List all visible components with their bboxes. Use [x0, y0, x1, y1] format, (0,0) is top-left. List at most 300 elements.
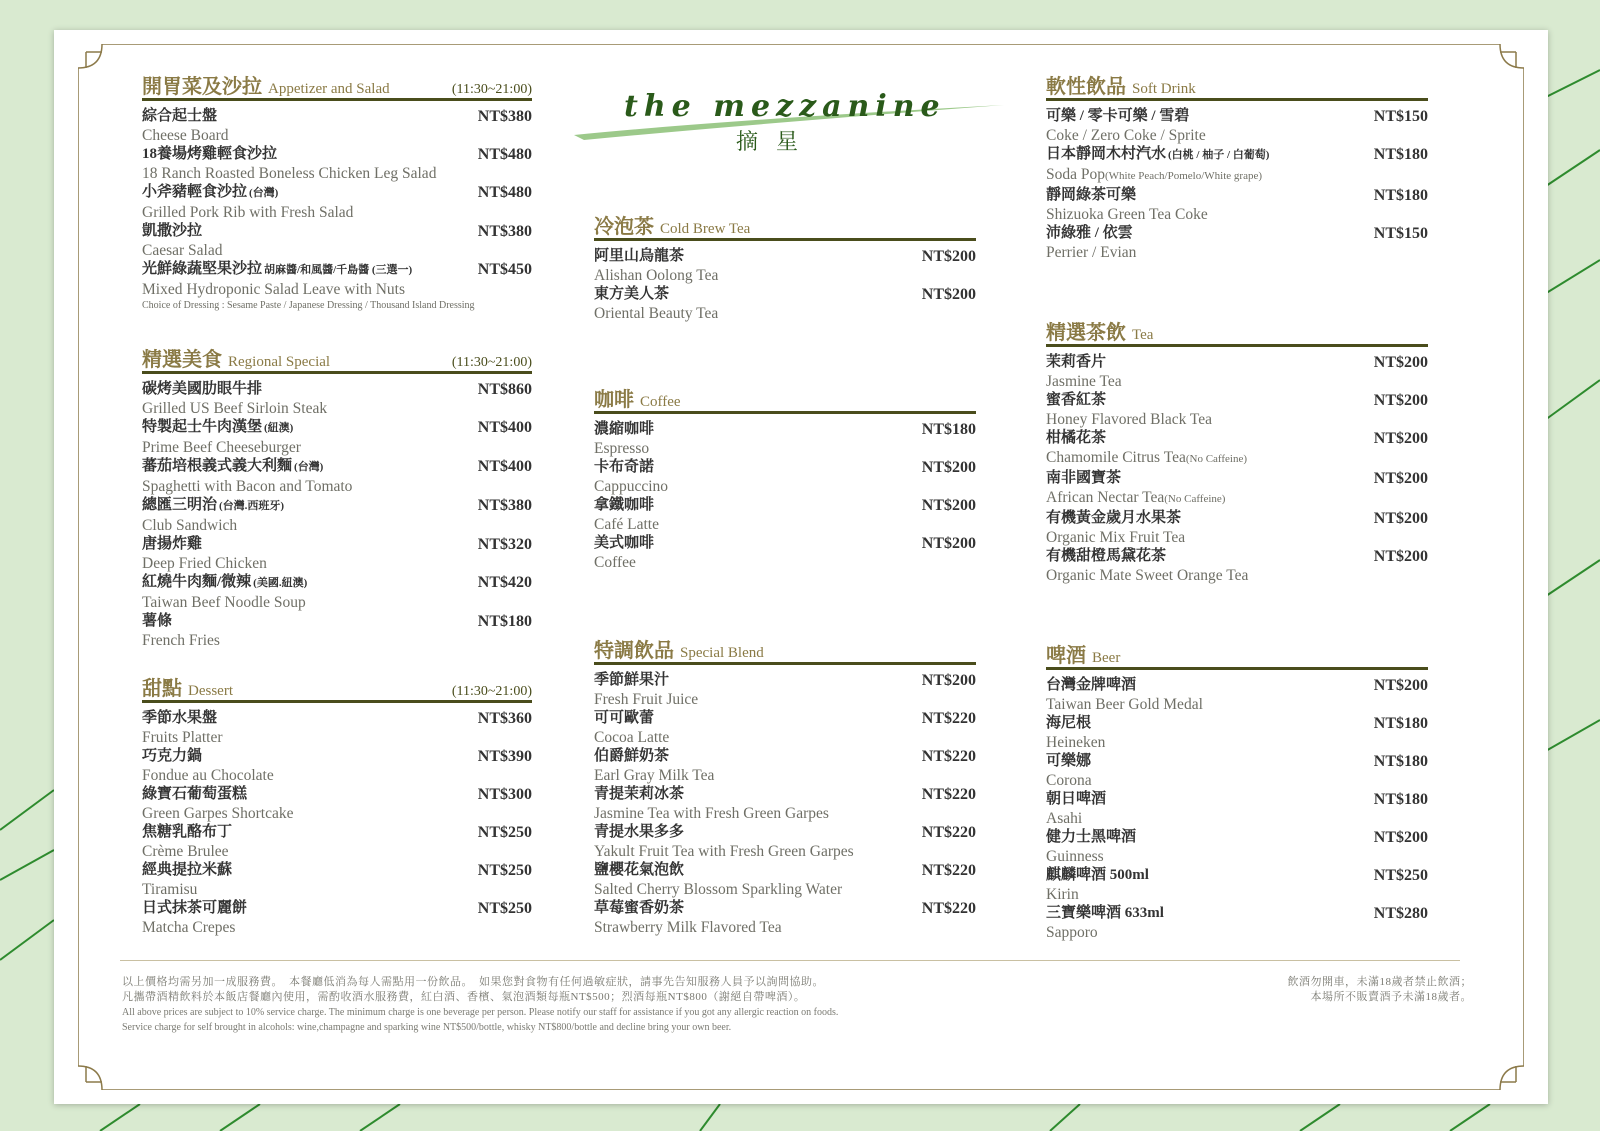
menu-item-name-zh [142, 145, 436, 164]
menu-item-name-en-text: Corona [1046, 772, 1092, 789]
menu-item-name-en-text: Fresh Fruit Juice [594, 691, 699, 708]
menu-item-name-zh-text: 麒麟啤酒 500ml [1046, 867, 1149, 883]
menu-item-name-en-text: Sapporo [1046, 924, 1098, 941]
section-title-en: Coffee [640, 394, 681, 410]
menu-item-names [594, 496, 659, 534]
menu-item-name-en [142, 241, 222, 260]
menu-item-name-en [1046, 126, 1206, 145]
menu-item-name-zh [142, 222, 222, 241]
menu-item-name-en [594, 766, 714, 785]
menu-item-names [142, 823, 232, 861]
menu-item-name-en [142, 631, 220, 650]
menu-item-price: NT$320 [477, 536, 532, 553]
menu-item-name-en-text: Heineken [1046, 734, 1106, 751]
menu-item-names [142, 418, 301, 457]
menu-item-name-en-text: Club Sandwich [142, 517, 238, 534]
footer-note-zh-1: 以上價格均需另加一成服務費。 本餐廳低消為每人需點用一份飲品。 如果您對食物有任何過敏症狀，請事先告知服務人員予以詢問協助。 [122, 976, 824, 988]
menu-item-names [1046, 391, 1212, 429]
menu-item-names [594, 747, 714, 785]
menu-item-names [1046, 828, 1136, 866]
menu-item [594, 899, 976, 937]
menu-item-names [1046, 145, 1269, 186]
menu-item-price: NT$200 [921, 248, 976, 265]
menu-item-name-zh [1046, 904, 1164, 923]
section-hours: (11:30~21:00) [451, 355, 532, 370]
menu-item [594, 496, 976, 534]
menu-item-name-en-text: Crème Brulee [142, 843, 229, 860]
menu-item-name-en [594, 842, 854, 861]
middle-column [594, 210, 976, 937]
menu-item-name-zh [142, 496, 284, 516]
menu-item-origin-note: (紐澳) [264, 422, 294, 434]
menu-item-name-zh [142, 457, 352, 477]
menu-item-name-zh-text: 日本靜岡木村汽水 [1046, 146, 1167, 162]
menu-item-name-zh-text: 特製起士牛肉漢堡 [142, 419, 263, 435]
menu-item-name-en [594, 728, 669, 747]
menu-item-origin-note: (美國.紐澳) [253, 577, 308, 589]
menu-item-price: NT$400 [477, 419, 532, 436]
menu-item-name-en-text: Spaghetti with Bacon and Tomato [142, 478, 353, 495]
menu-item-price: NT$180 [921, 421, 976, 438]
menu-item-name-en-text: Salted Cherry Blossom Sparkling Water [594, 881, 843, 898]
menu-item-names [142, 145, 436, 183]
menu-item-name-zh-text: 總匯三明治 [142, 497, 218, 513]
menu-item-name-en [142, 438, 301, 457]
menu-item-name-zh-text: 凱撒沙拉 [142, 223, 203, 239]
menu-item-name-en-text: Earl Gray Milk Tea [594, 767, 715, 784]
menu-item-name-en [1046, 885, 1149, 904]
menu-item [1046, 714, 1428, 752]
menu-item-name-en [1046, 448, 1247, 469]
menu-item-name-zh-text: 季節鮮果汁 [594, 672, 670, 688]
menu-item-name-zh-text: 巧克力鍋 [142, 748, 203, 764]
menu-item [1046, 866, 1428, 904]
menu-item-names [142, 573, 307, 612]
menu-item-name-en-text: Deep Fried Chicken [142, 555, 267, 572]
menu-item-names [594, 899, 782, 937]
menu-item-names [1046, 186, 1208, 224]
menu-item-name-zh [142, 861, 232, 880]
menu-item-price: NT$250 [477, 900, 532, 917]
menu-item-names [142, 785, 294, 823]
section-hours: (11:30~21:00) [451, 82, 532, 97]
brand-logo [564, 85, 1004, 185]
menu-item-name-en [594, 880, 842, 899]
menu-item-name-zh [1046, 107, 1206, 126]
menu-item-names [142, 612, 220, 650]
menu-item-origin-note: 胡麻醬/和風醬/千島醬 (三選一) [264, 264, 413, 276]
menu-item-names [142, 457, 352, 496]
menu-item-name-zh-text: 可樂 / 零卡可樂 / 雪碧 [1046, 108, 1190, 124]
menu-item-name-zh-text: 有機甜橙馬黛花茶 [1046, 548, 1167, 564]
menu-item-name-zh [1046, 866, 1149, 885]
menu-item-name-zh [142, 612, 220, 631]
menu-item-name-en-text: Organic Mate Sweet Orange Tea [1046, 567, 1249, 584]
menu-item-names [142, 747, 274, 785]
menu-item-name-zh-text: 草莓蜜香奶茶 [594, 900, 685, 916]
menu-item-name-en-text: Caesar Salad [142, 242, 223, 259]
menu-item-name-en-text: Coffee [594, 554, 636, 571]
menu-item-names [142, 260, 475, 313]
menu-item-name-zh-text: 鹽櫻花氣泡飲 [594, 862, 685, 878]
menu-item-names [594, 247, 718, 285]
menu-item-name-en [1046, 771, 1092, 790]
menu-item [594, 785, 976, 823]
menu-item-name-en-text: Oriental Beauty Tea [594, 305, 719, 322]
menu-item-price: NT$200 [921, 672, 976, 689]
menu-item-name-en [142, 918, 247, 937]
menu-item-origin-note: (台灣) [249, 187, 279, 199]
menu-item-name-zh [1046, 714, 1105, 733]
menu-item-name-en-text: Cappuccino [594, 478, 669, 495]
menu-item-name-en-text: Kirin [1046, 886, 1079, 903]
menu-item-name-zh-text: 可可歐蕾 [594, 710, 655, 726]
menu-item-name-en-text: Perrier / Evian [1046, 244, 1137, 261]
menu-item-name-zh [594, 709, 669, 728]
menu-item [594, 671, 976, 709]
menu-item-name-en-text: Tiramisu [142, 881, 198, 898]
menu-item-name-en [142, 766, 274, 785]
menu-item-price: NT$300 [477, 786, 532, 803]
menu-item-price: NT$200 [1373, 430, 1428, 447]
menu-item-name-en [594, 690, 698, 709]
menu-item [1046, 547, 1428, 585]
menu-item-name-zh-text: 日式抹茶可麗餅 [142, 900, 248, 916]
menu-item-name-zh [1046, 547, 1248, 566]
menu-item-price: NT$180 [1373, 753, 1428, 770]
menu-item-name-en [142, 280, 475, 299]
menu-item-price: NT$200 [921, 459, 976, 476]
menu-item-name-zh-text: 光鮮綠蔬堅果沙拉 [142, 261, 263, 277]
menu-item-name-zh [142, 183, 353, 203]
menu-item-name-en-text: Coke / Zero Coke / Sprite [1046, 127, 1206, 144]
menu-item-name-en [1046, 372, 1122, 391]
footer-note-zh-2: 凡攜帶酒精飲料於本飯店餐廳內使用，需酌收酒水服務費，紅白酒、香檳、氣泡酒類每瓶NT$500；烈酒每瓶NT$800（謝絕自帶啤酒）。 [122, 991, 806, 1003]
menu-item-name-en-text: African Nectar Tea [1046, 489, 1165, 506]
section-cold-brew [594, 210, 976, 323]
menu-item-name-zh [1046, 186, 1208, 205]
menu-item-price: NT$200 [1373, 510, 1428, 527]
menu-item-names [142, 709, 223, 747]
menu-item-dressing-note: Choice of Dressing : Sesame Paste / Japanese Dressing / Thousand Island Dressing [142, 300, 475, 311]
alcohol-warning [1288, 975, 1473, 1005]
menu-item [1046, 429, 1428, 469]
menu-item [1046, 469, 1428, 509]
menu-item-names [142, 535, 267, 573]
menu-item-name-en [594, 515, 659, 534]
menu-item-name-zh-text: 伯爵鮮奶茶 [594, 748, 670, 764]
menu-item [1046, 676, 1428, 714]
section-title-en: Appetizer and Salad [268, 81, 390, 97]
menu-item-name-en-text: Café Latte [594, 516, 659, 533]
menu-item-names [594, 823, 854, 861]
menu-item-name-zh-text: 美式咖啡 [594, 535, 655, 551]
menu-item-name-en-text: Taiwan Beer Gold Medal [1046, 696, 1203, 713]
menu-item-names [1046, 714, 1105, 752]
menu-item-names [142, 222, 222, 260]
menu-item-names [594, 861, 842, 899]
menu-item-name-en [142, 842, 232, 861]
menu-item-name-en [594, 804, 829, 823]
menu-item-name-zh [142, 823, 232, 842]
menu-item [1046, 828, 1428, 866]
menu-item-names [1046, 469, 1225, 509]
section-hours: (11:30~21:00) [451, 684, 532, 699]
menu-item-name-en-text: Asahi [1046, 810, 1083, 827]
menu-item-name-zh [1046, 752, 1092, 771]
menu-item-names [142, 899, 247, 937]
menu-item-name-en [142, 126, 229, 145]
footer-divider [120, 960, 1460, 961]
menu-item-name-zh [594, 285, 718, 304]
menu-item-names [142, 107, 229, 145]
menu-item-names [142, 183, 353, 222]
menu-item-names [594, 534, 654, 572]
menu-item-name-zh [142, 260, 475, 280]
left-column [142, 70, 532, 937]
menu-item-price: NT$220 [921, 710, 976, 727]
menu-item-name-en-text: 18 Ranch Roasted Boneless Chicken Leg Salad [142, 165, 437, 182]
section-dessert [142, 672, 532, 937]
menu-item-name-zh-text: 南非國寶茶 [1046, 470, 1122, 486]
menu-item [142, 183, 532, 222]
menu-item-name-zh-text: 沛綠雅 / 依雲 [1046, 225, 1133, 241]
menu-item-name-en-text: Grilled Pork Rib with Fresh Salad [142, 204, 354, 221]
menu-item-name-en [594, 553, 654, 572]
menu-item-name-zh [594, 861, 842, 880]
menu-item-names [594, 671, 698, 709]
menu-item-name-zh-text: 拿鐵咖啡 [594, 497, 655, 513]
menu-item-price: NT$200 [1373, 392, 1428, 409]
menu-item-name-zh-text: 有機黃金歲月水果茶 [1046, 510, 1182, 526]
menu-item-names [594, 458, 668, 496]
menu-item-names [142, 861, 232, 899]
menu-item-name-en [142, 477, 352, 496]
menu-item-name-en [142, 399, 327, 418]
menu-item-names [1046, 547, 1248, 585]
section-title-zh: 咖啡 [594, 389, 634, 411]
menu-item-name-zh [1046, 224, 1136, 243]
menu-item-price: NT$280 [1373, 905, 1428, 922]
section-coffee [594, 383, 976, 572]
right-column [1046, 70, 1428, 942]
menu-item-names [1046, 509, 1185, 547]
menu-item-name-en [142, 164, 436, 183]
menu-item-name-en [594, 266, 718, 285]
menu-item [1046, 107, 1428, 145]
menu-item-en-note: (White Peach/Pomelo/White grape) [1105, 170, 1262, 182]
menu-item-name-en [1046, 566, 1248, 585]
menu-item-name-en-text: Grilled US Beef Sirloin Steak [142, 400, 328, 417]
menu-item-name-zh [142, 899, 247, 918]
menu-item-name-en [594, 918, 782, 937]
menu-item-name-zh [594, 671, 698, 690]
menu-item-name-zh [1046, 469, 1225, 488]
menu-item-name-zh-text: 綠寶石葡萄蛋糕 [142, 786, 248, 802]
menu-item-price: NT$220 [921, 748, 976, 765]
section-header [594, 634, 976, 665]
menu-item-name-en-text: Honey Flavored Black Tea [1046, 411, 1213, 428]
menu-item-name-zh [1046, 391, 1212, 410]
menu-item-name-zh-text: 台灣金牌啤酒 [1046, 677, 1137, 693]
menu-item-name-zh [142, 785, 294, 804]
section-title-zh: 開胃菜及沙拉 [142, 76, 262, 98]
menu-item-name-zh [142, 535, 267, 554]
section-title-en: Dessert [188, 683, 233, 699]
menu-item-name-en-text: Chamomile Citrus Tea [1046, 449, 1186, 466]
menu-item [142, 107, 532, 145]
menu-item-name-zh [1046, 145, 1269, 165]
menu-item-name-zh-text: 季節水果盤 [142, 710, 218, 726]
section-appetizer [142, 70, 532, 313]
menu-item-name-zh [1046, 353, 1122, 372]
menu-item-name-zh-text: 青提水果多多 [594, 824, 685, 840]
menu-item-names [142, 496, 284, 535]
menu-item-name-en [1046, 528, 1185, 547]
menu-item-names [1046, 353, 1122, 391]
section-title-en: Beer [1092, 650, 1121, 666]
menu-item-name-zh [594, 496, 659, 515]
menu-item-name-en [1046, 165, 1269, 186]
menu-item-name-zh-text: 健力士黑啤酒 [1046, 829, 1137, 845]
menu-item-price: NT$150 [1373, 225, 1428, 242]
menu-item-names [594, 709, 669, 747]
alcohol-warning-line-2: 本場所不販賣酒予未滿18歲者。 [1310, 991, 1472, 1003]
menu-item-price: NT$200 [921, 286, 976, 303]
section-header [1046, 639, 1428, 670]
menu-item-name-en-text: Fondue au Chocolate [142, 767, 274, 784]
menu-item-name-zh [142, 709, 223, 728]
menu-item-name-zh-text: 經典提拉米蘇 [142, 862, 233, 878]
section-title-zh: 甜點 [142, 678, 182, 700]
menu-item [142, 457, 532, 496]
menu-item-name-en [1046, 205, 1208, 224]
menu-item-name-en [594, 304, 718, 323]
menu-item-names [1046, 107, 1206, 145]
menu-item-price: NT$250 [477, 862, 532, 879]
menu-item-name-zh-text: 阿里山烏龍茶 [594, 248, 685, 264]
menu-item-name-en [1046, 243, 1136, 262]
menu-item-name-en-text: Alishan Oolong Tea [594, 267, 719, 284]
menu-item-name-zh-text: 卡布奇諾 [594, 459, 655, 475]
footer-note-en-2: Service charge for self brought in alcohols: wine,champagne and sparking wine NT$500/bottle, whisky NT$800/bottle and decline bring your own beer. [122, 1022, 732, 1033]
menu-item-name-en [142, 554, 267, 573]
menu-item-price: NT$150 [1373, 108, 1428, 125]
menu-item-name-zh [142, 573, 307, 593]
menu-item-price: NT$180 [1373, 715, 1428, 732]
menu-item-name-zh-text: 青提茉莉冰茶 [594, 786, 685, 802]
menu-item-name-en-text: Fruits Platter [142, 729, 223, 746]
menu-item [1046, 509, 1428, 547]
menu-item-price: NT$380 [477, 497, 532, 514]
menu-item [142, 747, 532, 785]
menu-item [142, 496, 532, 535]
menu-item-name-zh-text: 薯條 [142, 613, 173, 629]
menu-item-en-note: (No Caffeine) [1185, 453, 1248, 465]
menu-item-names [1046, 676, 1203, 714]
menu-item [142, 380, 532, 418]
menu-item-name-zh [142, 380, 327, 399]
menu-item-en-note: (No Caffeine) [1164, 493, 1226, 505]
menu-item-name-en-text: Strawberry Milk Flavored Tea [594, 919, 782, 936]
menu-item-name-en [142, 880, 232, 899]
menu-item-origin-note: (白桃 / 柚子 / 白葡萄) [1168, 149, 1270, 161]
menu-item-price: NT$220 [921, 786, 976, 803]
menu-item [594, 747, 976, 785]
menu-item-price: NT$220 [921, 862, 976, 879]
menu-item-name-zh-text: 小斧豬輕食沙拉 [142, 184, 248, 200]
menu-item [142, 418, 532, 457]
menu-item-price: NT$250 [1373, 867, 1428, 884]
menu-item-price: NT$450 [477, 261, 532, 278]
menu-item [1046, 145, 1428, 186]
menu-item-name-zh [594, 534, 654, 553]
menu-item [1046, 353, 1428, 391]
menu-item-name-zh-text: 綜合起士盤 [142, 108, 218, 124]
menu-item-name-en-text: Jasmine Tea [1046, 373, 1122, 390]
menu-item [142, 145, 532, 183]
menu-item-names [1046, 429, 1247, 469]
menu-item-names [594, 285, 718, 323]
menu-item-price: NT$480 [477, 146, 532, 163]
menu-item-name-zh [1046, 828, 1136, 847]
menu-item-names [142, 380, 327, 418]
section-title-zh: 啤酒 [1046, 645, 1086, 667]
menu-item-names [594, 420, 654, 458]
section-regional [142, 343, 532, 650]
section-title-en: Cold Brew Tea [660, 221, 751, 237]
menu-item [1046, 224, 1428, 262]
menu-item-name-en-text: Espresso [594, 440, 650, 457]
menu-item-price: NT$360 [477, 710, 532, 727]
section-title-zh: 軟性飲品 [1046, 76, 1126, 98]
menu-item-name-en-text: Soda Pop [1046, 166, 1105, 183]
menu-item-name-zh [594, 247, 718, 266]
menu-item-name-zh [1046, 790, 1106, 809]
menu-item [1046, 391, 1428, 429]
section-tea [1046, 316, 1428, 585]
menu-item-name-en-text: Yakult Fruit Tea with Fresh Green Garpes [594, 843, 854, 860]
section-title-en: Regional Special [228, 354, 331, 370]
menu-item [142, 823, 532, 861]
menu-item-name-en-text: French Fries [142, 632, 220, 649]
menu-item [594, 534, 976, 572]
menu-item-name-en [1046, 733, 1105, 752]
menu-item-name-en [1046, 410, 1212, 429]
footer-note-en-1: All above prices are subject to 10% service charge. The minimum charge is one beverage per person. Please notify our staff for assistance if you got any allergic reaction on foods. [122, 1007, 839, 1018]
menu-item-name-zh-text: 碳烤美國肋眼牛排 [142, 381, 263, 397]
menu-item-name-en-text: Green Garpes Shortcake [142, 805, 294, 822]
menu-item [1046, 790, 1428, 828]
menu-item-price: NT$860 [477, 381, 532, 398]
menu-item-names [1046, 224, 1136, 262]
menu-item-name-zh [1046, 509, 1185, 528]
section-header [594, 210, 976, 241]
menu-sheet [54, 30, 1548, 1104]
menu-item-price: NT$180 [477, 613, 532, 630]
menu-item-price: NT$380 [477, 108, 532, 125]
menu-item-names [1046, 904, 1164, 942]
footer-notes [122, 975, 1472, 1035]
menu-item-price: NT$180 [1373, 187, 1428, 204]
section-title-zh: 冷泡茶 [594, 216, 654, 238]
section-title-en: Soft Drink [1132, 81, 1196, 97]
menu-item-name-zh-text: 18養場烤雞輕食沙拉 [142, 146, 278, 162]
menu-item-price: NT$200 [921, 497, 976, 514]
menu-item [594, 709, 976, 747]
menu-item [594, 458, 976, 496]
section-header [142, 70, 532, 101]
